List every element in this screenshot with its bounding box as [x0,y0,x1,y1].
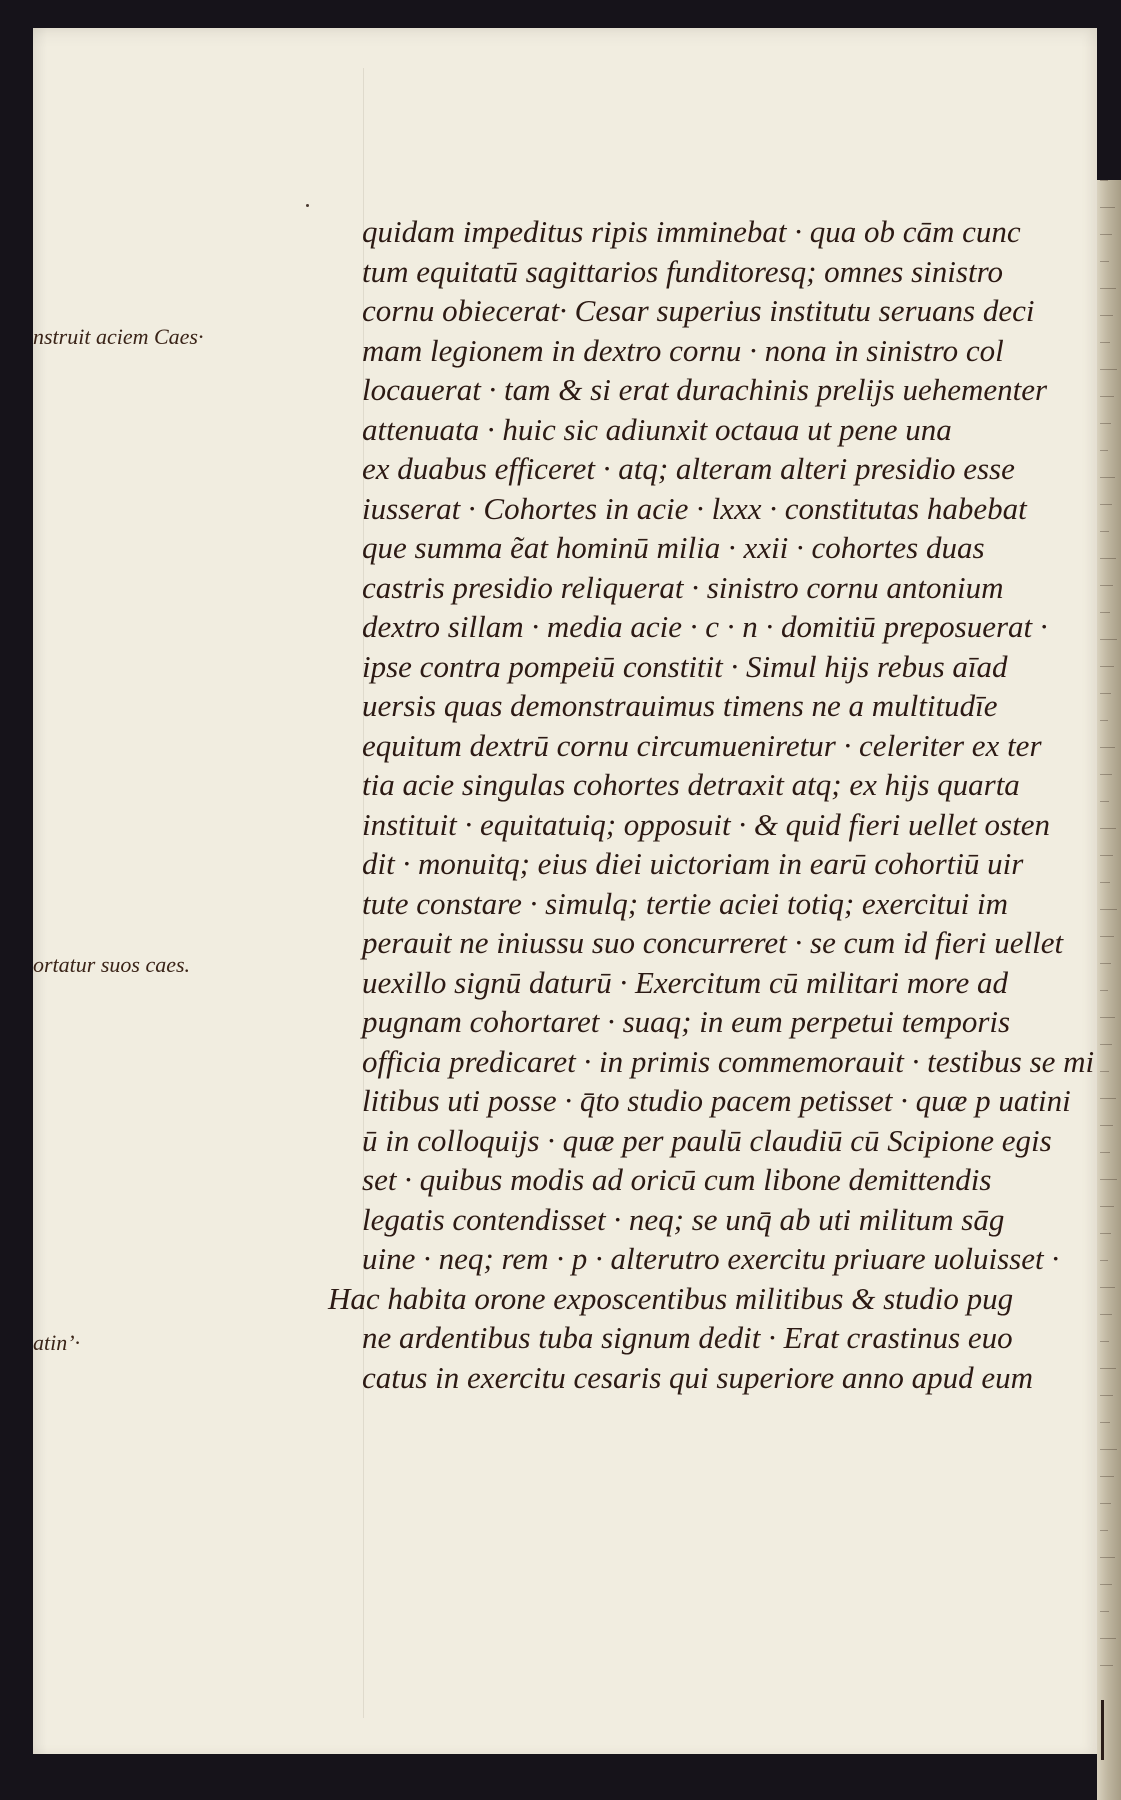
text-line: pugnam cohortaret · suaq; in eum perpetui temporis [362,1004,1011,1039]
text-line: instituit · equitatuiq; opposuit · & quid fieri uellet osten [362,806,1050,842]
edge-trace [1100,747,1115,748]
edge-trace [1100,1422,1110,1423]
edge-trace [1100,612,1110,613]
margin-note-latin: atin’· [33,1330,81,1355]
edge-trace [1100,1044,1112,1045]
text-line: castris presidio reliquerat · sinistro cornu antonium [362,569,1004,605]
main-text-column [328,212,1095,1397]
edge-trace [1100,1476,1114,1477]
edge-trace [1100,882,1110,883]
edge-trace [1100,1557,1115,1558]
edge-trace [1100,855,1113,856]
edge-text-traces [1097,180,1121,1800]
edge-trace [1100,963,1111,964]
edge-trace [1100,1638,1116,1639]
edge-trace [1100,693,1111,694]
edge-trace [1100,1260,1108,1261]
text-line: legatis contendisset · neq; se unq̄ ab uti militum sāg [362,1201,1005,1237]
text-line: dit · monuitq; eius diei uictoriam in earū cohortiū uir [362,846,1024,881]
edge-trace [1100,477,1115,478]
edge-trace [1100,180,1108,181]
edge-trace [1100,936,1114,937]
text-line: perauit ne iniussu suo concurreret · se cum id fieri uellet [362,925,1064,960]
text-line: iusserat · Cohortes in acie · lxxx · constitutas habebat [362,490,1027,526]
edge-trace [1100,1179,1117,1180]
edge-bottom-mark [1101,1700,1118,1760]
edge-trace [1100,828,1116,829]
edge-trace [1100,801,1109,802]
text-line: attenuata · huic sic adiunxit octaua ut pene una [362,411,952,447]
edge-trace [1100,315,1113,316]
edge-trace [1100,423,1111,424]
margin-note-hortatur: ortatur suos caes. [33,952,191,977]
edge-trace [1100,1368,1116,1369]
edge-trace [1100,1206,1114,1207]
edge-trace [1100,504,1112,505]
text-line: catus in exercitu cesaris qui superiore anno apud eum [362,1359,1033,1395]
edge-trace [1100,774,1112,775]
margin-note-acies: nstruit aciem Caes· [33,324,204,349]
text-line: officia predicaret · in primis commemorauit · testibus se mi [362,1043,1095,1079]
edge-trace [1100,1611,1109,1612]
edge-trace [1100,639,1117,640]
edge-trace [1100,1341,1109,1342]
edge-trace [1100,990,1108,991]
text-line: ipse contra pompeiū constitit · Simul hijs rebus aīad [362,648,1008,684]
edge-trace [1100,450,1108,451]
text-line: mam legionem in dextro cornu · nona in sinistro col [362,332,1004,368]
text-line: ne ardentibus tuba signum dedit · Erat crastinus euo [362,1320,1013,1355]
text-line: tum equitatū sagittarios funditoresq; omnes sinistro [362,253,1003,289]
edge-trace [1100,1098,1116,1099]
edge-trace [1100,558,1116,559]
edge-trace [1100,909,1117,910]
text-line: tia acie singulas cohortes detraxit atq; ex hijs quarta [362,767,1020,802]
text-line: que summa ẽat hominū milia · xxii · cohortes duas [362,530,985,565]
edge-trace [1100,1071,1109,1072]
page-edge-strip [1097,180,1121,1800]
text-line: quidam impeditus ripis imminebat · qua ob cām cunc [362,214,1021,249]
text-line: uine · neq; rem · p · alterutro exercitu priuare uoluisset · [362,1241,1060,1276]
edge-trace [1100,666,1114,667]
text-line: tute constare · simulq; tertie aciei totiq; exercitui im [362,885,1008,921]
edge-trace [1100,1530,1108,1531]
edge-trace [1100,369,1117,370]
edge-trace [1100,1665,1113,1666]
edge-trace [1100,1152,1110,1153]
edge-trace [1100,1017,1115,1018]
edge-trace [1100,531,1109,532]
text-line: equitum dextrū cornu circumueniretur · celeriter ex ter [362,727,1042,763]
edge-trace [1100,585,1113,586]
text-line: dextro sillam · media acie · c · n · domitiū preposuerat · [362,609,1048,644]
edge-trace [1100,1287,1115,1288]
edge-trace [1100,1314,1112,1315]
text-line: ū in colloquijs · quæ per paulū claudiū cū Scipione egis [362,1122,1052,1158]
edge-trace [1100,720,1108,721]
text-line: set · quibus modis ad oricū cum libone demittendis [362,1162,992,1197]
text-line: locauerat · tam & si erat durachinis prelijs uehementer [362,372,1048,407]
edge-trace [1100,342,1110,343]
ink-dot [306,204,309,207]
text-line: uersis quas demonstrauimus timens ne a multitudīe [362,688,998,723]
edge-trace [1100,1395,1113,1396]
edge-trace [1100,207,1115,208]
text-line: ex duabus efficeret · atq; alteram alteri presidio esse [362,451,1015,486]
text-line: cornu obiecerat· Cesar superius institutu seruans deci [362,293,1035,328]
edge-trace [1100,1233,1111,1234]
edge-trace [1100,288,1116,289]
edge-trace [1100,234,1112,235]
edge-trace [1100,396,1114,397]
edge-trace [1100,1449,1117,1450]
text-line: Hac habita orone exposcentibus militibus & studio pug [328,1280,1014,1316]
edge-trace [1100,1584,1112,1585]
edge-trace [1100,1503,1111,1504]
text-line: litibus uti posse · q̄to studio pacem petisset · quæ p uatini [362,1083,1071,1118]
edge-trace [1100,1125,1113,1126]
edge-trace [1100,261,1109,262]
text-line: uexillo signū daturū · Exercitum cū militari more ad [362,964,1009,1000]
